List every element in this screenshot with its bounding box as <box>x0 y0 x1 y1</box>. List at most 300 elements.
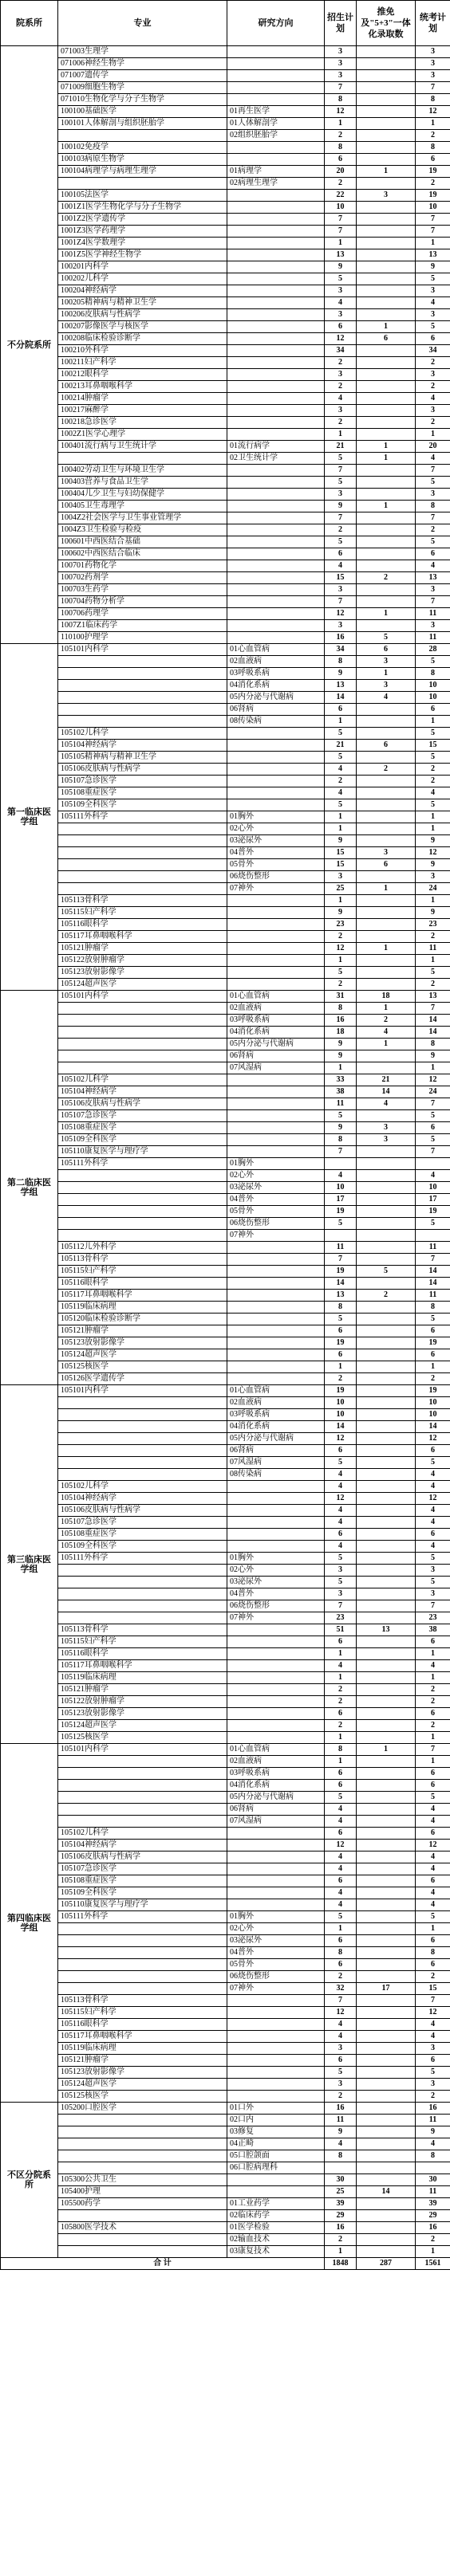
major-cell: 100104病理学与病理生理学 <box>58 166 227 178</box>
unified-cell: 28 <box>416 644 450 656</box>
unified-cell: 11 <box>416 608 450 620</box>
table-row <box>1 1266 450 1278</box>
unified-cell: 8 <box>416 1039 450 1050</box>
plan-cell <box>325 1230 357 1242</box>
plan-cell: 15 <box>325 572 357 584</box>
table-row <box>1 1134 450 1146</box>
major-cell <box>58 1421 227 1433</box>
table-row <box>1 501 450 512</box>
exempt-cell <box>357 2115 416 2126</box>
exempt-cell <box>357 202 416 214</box>
major-cell: 105111外科学 <box>58 811 227 823</box>
major-cell: 105116眼科学 <box>58 1278 227 1290</box>
unified-cell: 4 <box>416 1804 450 1816</box>
direction-cell <box>227 764 325 776</box>
direction-cell <box>227 1672 325 1684</box>
unified-cell: 4 <box>416 2138 450 2150</box>
major-cell <box>58 1612 227 1624</box>
major-cell <box>58 1923 227 1935</box>
table-row <box>1 2162 450 2174</box>
dept-cell: 不区分院系所 <box>1 2103 58 2258</box>
major-cell <box>58 2162 227 2174</box>
unified-cell: 39 <box>416 2198 450 2210</box>
plan-cell: 38 <box>325 1086 357 1098</box>
plan-cell: 6 <box>325 1445 357 1457</box>
major-cell: 105109全科医学 <box>58 1887 227 1899</box>
table-row <box>1 632 450 644</box>
header-dept: 院系所 <box>1 1 58 46</box>
table-row <box>1 1541 450 1553</box>
direction-cell <box>227 2067 325 2079</box>
table-row <box>1 668 450 680</box>
exempt-cell <box>357 1349 416 1361</box>
table-row <box>1 1696 450 1708</box>
table-row <box>1 1612 450 1624</box>
direction-cell <box>227 46 325 58</box>
table-row <box>1 1995 450 2007</box>
table-row <box>1 1505 450 1517</box>
plan-cell: 1 <box>325 716 357 728</box>
major-cell: 105104神经病学 <box>58 1840 227 1852</box>
unified-cell: 4 <box>416 1852 450 1863</box>
exempt-cell <box>357 2222 416 2234</box>
plan-cell: 2 <box>325 979 357 991</box>
exempt-cell <box>357 94 416 106</box>
unified-cell: 4 <box>416 393 450 405</box>
plan-cell: 6 <box>325 704 357 716</box>
table-row <box>1 847 450 859</box>
major-cell <box>58 883 227 895</box>
exempt-cell <box>357 596 416 608</box>
exempt-cell <box>357 417 416 429</box>
unified-cell: 6 <box>416 333 450 345</box>
exempt-cell <box>357 1050 416 1062</box>
table-body <box>1 46 450 2258</box>
plan-cell: 3 <box>325 2079 357 2091</box>
unified-cell: 1 <box>416 716 450 728</box>
table-row <box>1 1887 450 1899</box>
exempt-cell <box>357 895 416 907</box>
header-unified: 统考计划 <box>416 1 450 46</box>
table-row <box>1 154 450 166</box>
plan-cell: 5 <box>325 453 357 465</box>
plan-cell: 17 <box>325 1194 357 1206</box>
plan-cell: 3 <box>325 2043 357 2055</box>
table-row <box>1 716 450 728</box>
table-row <box>1 967 450 979</box>
plan-cell: 1 <box>325 1361 357 1373</box>
exempt-cell <box>357 1899 416 1911</box>
major-cell: 105124超声医学 <box>58 1720 227 1732</box>
major-cell: 105113骨科学 <box>58 1995 227 2007</box>
unified-cell: 34 <box>416 345 450 357</box>
plan-cell: 6 <box>325 1768 357 1780</box>
table-row <box>1 190 450 202</box>
major-cell: 1004Z2社会医学与卫生事业管理学 <box>58 512 227 524</box>
major-cell <box>58 1780 227 1792</box>
plan-cell: 9 <box>325 668 357 680</box>
table-row <box>1 799 450 811</box>
table-row <box>1 1959 450 1971</box>
major-cell <box>58 2210 227 2222</box>
exempt-cell <box>357 285 416 297</box>
table-row <box>1 2079 450 2091</box>
plan-cell: 19 <box>325 1337 357 1349</box>
table-row <box>1 1732 450 1744</box>
major-cell: 071007遗传学 <box>58 70 227 82</box>
exempt-cell: 6 <box>357 740 416 752</box>
plan-cell: 4 <box>325 1887 357 1899</box>
major-cell: 105113骨科学 <box>58 895 227 907</box>
major-cell: 105117耳鼻咽喉科学 <box>58 2031 227 2043</box>
table-row <box>1 572 450 584</box>
table-row <box>1 82 450 94</box>
unified-cell: 10 <box>416 202 450 214</box>
unified-cell: 6 <box>416 704 450 716</box>
exempt-cell: 1 <box>357 1039 416 1050</box>
direction-cell: 04消化系病 <box>227 1780 325 1792</box>
direction-cell <box>227 1110 325 1122</box>
plan-cell: 13 <box>325 249 357 261</box>
major-cell <box>58 1983 227 1995</box>
unified-cell: 14 <box>416 1278 450 1290</box>
plan-cell: 4 <box>325 1863 357 1875</box>
direction-cell <box>227 776 325 787</box>
plan-cell: 4 <box>325 1170 357 1182</box>
major-cell: 105122放射肿瘤学 <box>58 1696 227 1708</box>
exempt-cell <box>357 1588 416 1600</box>
plan-cell: 5 <box>325 1792 357 1804</box>
unified-cell <box>416 2162 450 2174</box>
plan-cell: 4 <box>325 1517 357 1529</box>
direction-cell <box>227 1314 325 1325</box>
direction-cell <box>227 632 325 644</box>
table-row <box>1 1015 450 1027</box>
table-row <box>1 297 450 309</box>
plan-cell: 4 <box>325 1660 357 1672</box>
major-cell: 105102儿科学 <box>58 728 227 740</box>
exempt-cell <box>357 1732 416 1744</box>
direction-cell: 07神外 <box>227 1983 325 1995</box>
direction-cell: 06肾病 <box>227 1804 325 1816</box>
unified-cell: 6 <box>416 1122 450 1134</box>
direction-cell <box>227 1505 325 1517</box>
exempt-cell <box>357 477 416 489</box>
direction-cell <box>227 357 325 369</box>
table-row <box>1 1433 450 1445</box>
direction-cell: 01胸外 <box>227 1553 325 1565</box>
exempt-cell: 17 <box>357 1983 416 1995</box>
table-row <box>1 859 450 871</box>
unified-cell: 1 <box>416 1648 450 1660</box>
major-cell <box>58 1003 227 1015</box>
unified-cell: 4 <box>416 1481 450 1493</box>
table-row <box>1 1373 450 1385</box>
table-row <box>1 560 450 572</box>
plan-cell: 18 <box>325 1027 357 1039</box>
exempt-cell <box>357 2019 416 2031</box>
exempt-cell <box>357 1194 416 1206</box>
exempt-cell: 1 <box>357 453 416 465</box>
major-cell: 100103病原生物学 <box>58 154 227 166</box>
unified-cell: 2 <box>416 1696 450 1708</box>
direction-cell <box>227 273 325 285</box>
unified-cell: 11 <box>416 943 450 955</box>
exempt-cell: 2 <box>357 572 416 584</box>
direction-cell <box>227 94 325 106</box>
direction-cell <box>227 238 325 249</box>
major-cell: 105107急诊医学 <box>58 1863 227 1875</box>
major-cell: 100701药物化学 <box>58 560 227 572</box>
table-row <box>1 1660 450 1672</box>
major-cell: 105121肿瘤学 <box>58 1684 227 1696</box>
unified-cell: 1 <box>416 895 450 907</box>
table-row <box>1 955 450 967</box>
direction-cell <box>227 1146 325 1158</box>
unified-cell: 20 <box>416 441 450 453</box>
major-cell: 100214肿瘤学 <box>58 393 227 405</box>
major-cell: 105106皮肤病与性病学 <box>58 1852 227 1863</box>
table-row <box>1 919 450 931</box>
exempt-cell <box>357 1577 416 1588</box>
plan-cell: 1 <box>325 1756 357 1768</box>
exempt-cell <box>357 560 416 572</box>
unified-cell: 19 <box>416 1337 450 1349</box>
plan-cell: 10 <box>325 1397 357 1409</box>
major-cell <box>58 1971 227 1983</box>
major-cell: 105119临床病理 <box>58 1302 227 1314</box>
table-row <box>1 465 450 477</box>
direction-cell <box>227 1541 325 1553</box>
table-row <box>1 740 450 752</box>
direction-cell: 07风湿病 <box>227 1062 325 1074</box>
direction-cell <box>227 1349 325 1361</box>
table-row <box>1 70 450 82</box>
unified-cell: 5 <box>416 1553 450 1565</box>
unified-cell: 3 <box>416 285 450 297</box>
table-row <box>1 1780 450 1792</box>
exempt-cell: 1 <box>357 166 416 178</box>
direction-cell <box>227 2031 325 2043</box>
plan-cell: 5 <box>325 1553 357 1565</box>
plan-cell: 12 <box>325 943 357 955</box>
exempt-cell: 6 <box>357 333 416 345</box>
table-row <box>1 2186 450 2198</box>
plan-cell: 2 <box>325 2091 357 2103</box>
table-row <box>1 1816 450 1828</box>
plan-cell: 23 <box>325 1612 357 1624</box>
plan-cell: 6 <box>325 548 357 560</box>
unified-cell: 6 <box>416 1828 450 1840</box>
exempt-cell <box>357 1242 416 1254</box>
unified-cell: 6 <box>416 1529 450 1541</box>
exempt-cell: 3 <box>357 847 416 859</box>
table-row <box>1 309 450 321</box>
exempt-cell <box>357 106 416 118</box>
direction-cell <box>227 1828 325 1840</box>
major-cell: 105102儿科学 <box>58 1481 227 1493</box>
exempt-cell <box>357 1278 416 1290</box>
table-row <box>1 2138 450 2150</box>
exempt-cell: 3 <box>357 1134 416 1146</box>
unified-cell: 5 <box>416 273 450 285</box>
plan-cell: 3 <box>325 584 357 596</box>
exempt-cell <box>357 238 416 249</box>
direction-cell: 04普外 <box>227 1194 325 1206</box>
direction-cell <box>227 596 325 608</box>
unified-cell: 13 <box>416 572 450 584</box>
direction-cell: 03康复技术 <box>227 2246 325 2258</box>
exempt-cell <box>357 405 416 417</box>
major-cell: 105125核医学 <box>58 1361 227 1373</box>
unified-cell: 7 <box>416 214 450 226</box>
plan-cell: 5 <box>325 728 357 740</box>
major-cell: 105123放射影像学 <box>58 2067 227 2079</box>
unified-cell: 1 <box>416 823 450 835</box>
plan-cell: 8 <box>325 2150 357 2162</box>
major-cell: 105107急诊医学 <box>58 1517 227 1529</box>
unified-cell: 2 <box>416 931 450 943</box>
plan-cell: 4 <box>325 1469 357 1481</box>
direction-cell <box>227 1361 325 1373</box>
unified-cell: 6 <box>416 1768 450 1780</box>
exempt-cell <box>357 1792 416 1804</box>
plan-cell: 10 <box>325 202 357 214</box>
table-row <box>1 1768 450 1780</box>
plan-cell: 1 <box>325 1923 357 1935</box>
unified-cell: 1 <box>416 429 450 441</box>
unified-cell: 12 <box>416 106 450 118</box>
major-cell: 1002Z1医学心理学 <box>58 429 227 441</box>
plan-cell: 25 <box>325 883 357 895</box>
unified-cell: 2 <box>416 776 450 787</box>
major-cell: 105102儿科学 <box>58 1828 227 1840</box>
unified-cell: 14 <box>416 1027 450 1039</box>
plan-cell: 3 <box>325 285 357 297</box>
direction-cell: 02病理生理学 <box>227 178 325 190</box>
unified-cell: 15 <box>416 740 450 752</box>
plan-cell: 3 <box>325 58 357 70</box>
table-row <box>1 1110 450 1122</box>
major-cell <box>58 1588 227 1600</box>
major-cell: 100702药剂学 <box>58 572 227 584</box>
direction-cell: 01再生医学 <box>227 106 325 118</box>
exempt-cell <box>357 1756 416 1768</box>
unified-cell: 12 <box>416 847 450 859</box>
major-cell <box>58 1577 227 1588</box>
plan-cell: 9 <box>325 501 357 512</box>
plan-cell: 1 <box>325 955 357 967</box>
unified-cell: 5 <box>416 2067 450 2079</box>
unified-cell: 4 <box>416 2019 450 2031</box>
exempt-cell <box>357 1995 416 2007</box>
table-row <box>1 1577 450 1588</box>
table-row <box>1 178 450 190</box>
table-row <box>1 1445 450 1457</box>
exempt-cell: 3 <box>357 1122 416 1134</box>
unified-cell: 7 <box>416 512 450 524</box>
major-cell: 105106皮肤病与性病学 <box>58 1505 227 1517</box>
plan-cell: 3 <box>325 1588 357 1600</box>
exempt-cell <box>357 1314 416 1325</box>
major-cell: 100102免疫学 <box>58 142 227 154</box>
direction-cell <box>227 2055 325 2067</box>
major-cell <box>58 1409 227 1421</box>
unified-cell: 23 <box>416 919 450 931</box>
table-row <box>1 835 450 847</box>
direction-cell: 07神外 <box>227 1230 325 1242</box>
major-cell: 105123放射影像学 <box>58 967 227 979</box>
unified-cell: 2 <box>416 524 450 536</box>
unified-cell: 11 <box>416 1242 450 1254</box>
table-row <box>1 1290 450 1302</box>
table-row <box>1 1875 450 1887</box>
exempt-cell <box>357 82 416 94</box>
unified-cell: 5 <box>416 728 450 740</box>
direction-cell: 03修复 <box>227 2126 325 2138</box>
major-cell: 100213耳鼻咽喉科学 <box>58 381 227 393</box>
unified-cell: 7 <box>416 1600 450 1612</box>
direction-cell <box>227 297 325 309</box>
direction-cell <box>227 740 325 752</box>
major-cell <box>58 1230 227 1242</box>
table-row <box>1 94 450 106</box>
direction-cell <box>227 787 325 799</box>
major-cell: 105111外科学 <box>58 1911 227 1923</box>
major-cell <box>58 1194 227 1206</box>
exempt-cell <box>357 919 416 931</box>
major-cell: 1001Z5医学神经生物学 <box>58 249 227 261</box>
major-cell: 071006神经生物学 <box>58 58 227 70</box>
table-row <box>1 1158 450 1170</box>
plan-cell <box>325 1158 357 1170</box>
major-cell <box>58 823 227 835</box>
exempt-cell <box>357 1923 416 1935</box>
unified-cell: 12 <box>416 1433 450 1445</box>
unified-cell: 4 <box>416 787 450 799</box>
unified-cell: 8 <box>416 94 450 106</box>
unified-cell: 7 <box>416 1098 450 1110</box>
unified-cell: 1 <box>416 1756 450 1768</box>
exempt-cell <box>357 345 416 357</box>
unified-cell: 3 <box>416 620 450 632</box>
table-row <box>1 728 450 740</box>
plan-cell: 9 <box>325 261 357 273</box>
plan-cell: 5 <box>325 477 357 489</box>
plan-cell: 4 <box>325 1852 357 1863</box>
exempt-cell <box>357 226 416 238</box>
direction-cell: 04普外 <box>227 1588 325 1600</box>
major-cell: 100704药物分析学 <box>58 596 227 608</box>
table-row <box>1 393 450 405</box>
exempt-cell <box>357 1230 416 1242</box>
direction-cell <box>227 1325 325 1337</box>
exempt-cell <box>357 393 416 405</box>
major-cell <box>58 1218 227 1230</box>
direction-cell <box>227 1290 325 1302</box>
major-cell: 105123放射影像学 <box>58 1708 227 1720</box>
direction-cell <box>227 1302 325 1314</box>
table-row <box>1 1935 450 1947</box>
major-cell: 105126医学遗传学 <box>58 1373 227 1385</box>
exempt-cell <box>357 1481 416 1493</box>
major-cell: 100217麻醉学 <box>58 405 227 417</box>
direction-cell: 04正畸 <box>227 2138 325 2150</box>
major-cell: 105108重症医学 <box>58 1875 227 1887</box>
direction-cell: 03呼吸系病 <box>227 1768 325 1780</box>
unified-cell: 3 <box>416 369 450 381</box>
exempt-cell <box>357 2007 416 2019</box>
